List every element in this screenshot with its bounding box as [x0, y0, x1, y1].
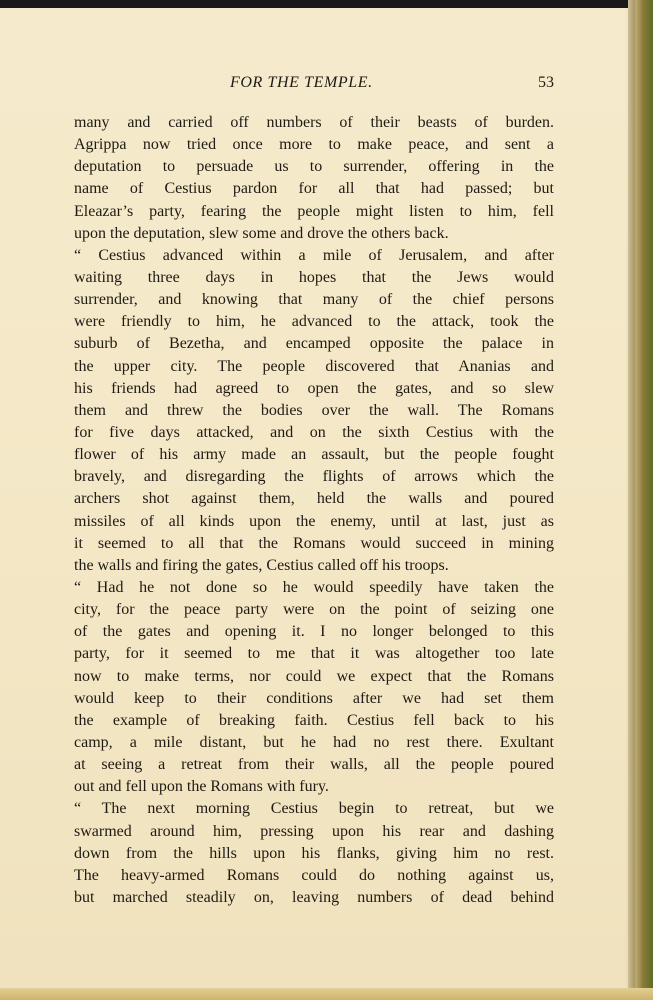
text-line: out and fell upon the Romans with fury. [74, 778, 329, 796]
text-line: waiting three days in hopes that the Jews would [74, 268, 554, 286]
spine-shadow [625, 0, 635, 1000]
text-line: but marched steadily on, leaving numbers of dead behind [74, 888, 554, 906]
text-line: swarmed around him, pressing upon his rear and dashing [74, 822, 554, 840]
text-line: suburb of Bezetha, and encamped opposite the palace in [74, 335, 554, 353]
text-line: the example of breaking faith. Cestius fell back to his [74, 711, 554, 729]
text-line: upon the deputation, slew some and drove the others back. [74, 224, 449, 242]
text-line: The heavy-armed Romans could do nothing against us, [74, 866, 554, 884]
text-line: surrender, and knowing that many of the chief persons [74, 291, 554, 309]
text-line: Agrippa now tried once more to make peace, and sent a [74, 136, 554, 154]
page-bottom-edge [0, 988, 653, 1000]
text-line: for five days attacked, and on the sixth Cestius with the [74, 423, 554, 441]
text-line: the walls and firing the gates, Cestius called off his troops. [74, 556, 449, 574]
text-line: city, for the peace party were on the point of seizing one [74, 601, 554, 619]
text-line: deputation to persuade us to surrender, offering in the [74, 158, 554, 176]
text-line: “ The next morning Cestius begin to retreat, but we [74, 800, 554, 818]
text-line: flower of his army made an assault, but the people fought [74, 446, 554, 464]
text-line: archers shot against them, held the walls and poured [74, 490, 554, 508]
page-number: 53 [538, 74, 554, 91]
text-line: “ Had he not done so he would speedily have taken the [74, 578, 554, 596]
text-line: were friendly to him, he advanced to the attack, took the [74, 313, 554, 331]
text-line: the upper city. The people discovered that Ananias and [74, 357, 554, 375]
text-line: missiles of all kinds upon the enemy, until at last, just as [74, 512, 554, 530]
text-line: of the gates and opening it. I no longer belonged to this [74, 623, 554, 641]
text-line: many and carried off numbers of their beasts of burden. [74, 114, 554, 131]
page-top-edge [0, 0, 653, 8]
text-line: camp, a mile distant, but he had no rest there. Exultant [74, 733, 554, 751]
running-header [74, 74, 554, 96]
text-line: “ Cestius advanced within a mile of Jerusalem, and after [74, 246, 554, 264]
text-line: them and threw the bodies over the wall. The Romans [74, 401, 554, 419]
text-line: bravely, and disregarding the flights of arrows which the [74, 468, 554, 486]
text-line: party, for it seemed to me that it was altogether too late [74, 645, 554, 663]
body-text [74, 112, 554, 912]
text-line: down from the hills upon his flanks, giving him no rest. [74, 844, 554, 862]
text-line: would keep to their conditions after we had set them [74, 689, 554, 707]
text-line: at seeing a retreat from their walls, all the people poured [74, 756, 554, 774]
text-line: Eleazar’s party, fearing the people might listen to him, fell [74, 202, 554, 220]
text-line: it seemed to all that the Romans would succeed in mining [74, 534, 554, 552]
text-line: his friends had agreed to open the gates, and so slew [74, 379, 554, 397]
text-line: now to make terms, nor could we expect that the Romans [74, 667, 554, 685]
running-title: FOR THE TEMPLE. [230, 74, 373, 91]
text-line: name of Cestius pardon for all that had passed; but [74, 180, 554, 198]
